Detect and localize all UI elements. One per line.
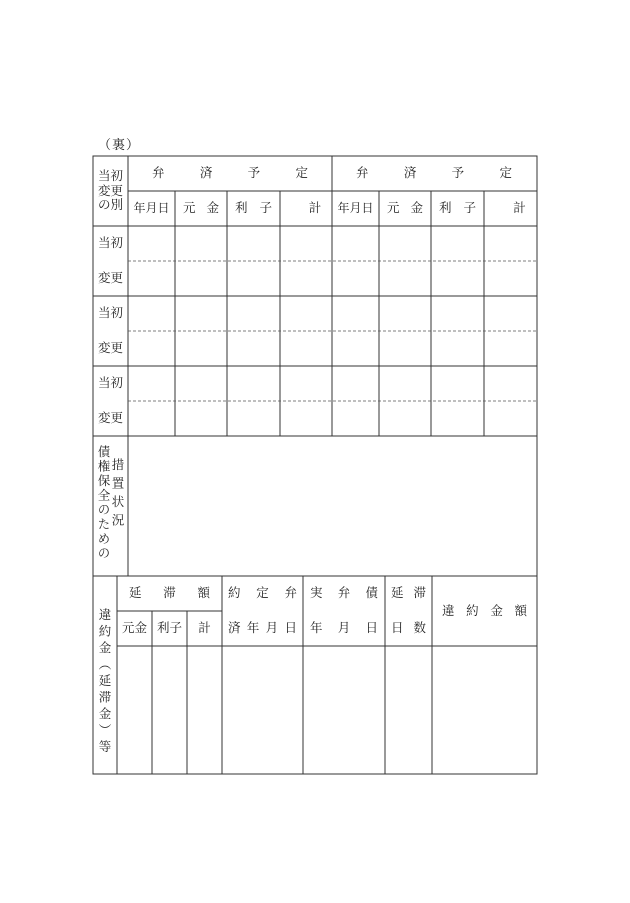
actual-repayment-header-line2: 年 月 日 xyxy=(310,620,378,636)
col-interest-right: 利 子 xyxy=(439,200,476,216)
col-principal-right: 元 金 xyxy=(387,200,423,216)
col-interest-left: 利 子 xyxy=(235,200,272,216)
row-label-changed: 変更 xyxy=(97,340,123,356)
promised-repayment-header-line1: 約 定 弁 xyxy=(228,585,297,601)
col-total-right: 計 xyxy=(513,200,526,216)
delinquent-amount-header: 延 滞 額 xyxy=(129,585,210,601)
row-label-initial: 当初 xyxy=(97,235,123,251)
initial-changed-distinction-label: 当初 変更 の別 xyxy=(97,168,123,213)
sub-header-total: 計 xyxy=(198,620,211,636)
overdue-days-header-line2: 日 数 xyxy=(391,620,426,636)
sub-header-principal: 元金 xyxy=(121,620,147,636)
col-total-left: 計 xyxy=(308,200,322,216)
measures-label-col2: 措置状況 xyxy=(110,458,125,532)
measures-label-col1: 債権保全のための xyxy=(96,445,111,561)
col-date-left: 年月日 xyxy=(133,200,170,215)
promised-repayment-header-line2: 済 年 月 日 xyxy=(228,620,297,636)
overdue-days-header-line1: 延 滞 xyxy=(391,585,426,601)
repayment-schedule-header-left: 弁 済 予 定 xyxy=(152,165,308,181)
penalty-side-label: 違約金（延滞金）等 xyxy=(97,608,112,757)
penalty-amount-header: 違 約 金 額 xyxy=(442,602,527,618)
repayment-schedule-header-right: 弁 済 予 定 xyxy=(356,165,512,181)
row-label-changed: 変更 xyxy=(97,270,123,286)
actual-repayment-header-line1: 実 弁 債 xyxy=(310,585,378,601)
row-label-changed: 変更 xyxy=(97,410,123,426)
sub-header-interest: 利子 xyxy=(156,620,182,636)
row-label-initial: 当初 xyxy=(97,305,123,321)
col-principal-left: 元 金 xyxy=(183,200,219,216)
col-date-right: 年月日 xyxy=(337,200,374,215)
page-label: （裏） xyxy=(98,138,141,153)
row-label-initial: 当初 xyxy=(97,375,123,391)
